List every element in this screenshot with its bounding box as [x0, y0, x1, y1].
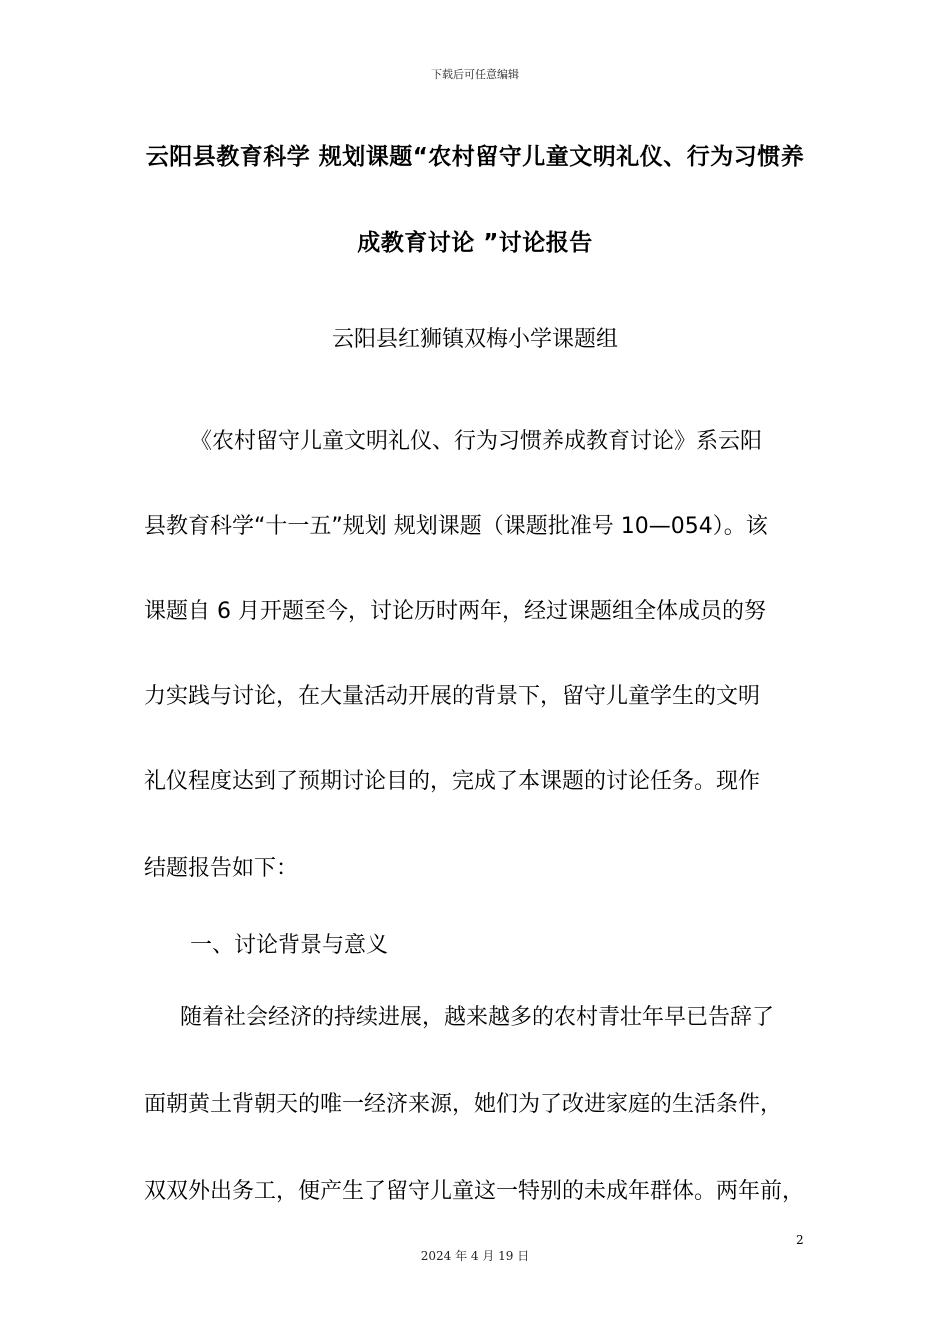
- paragraph-line: 县教育科学“十一五”规划 规划课题（课题批准号 10—054）。该: [144, 514, 768, 539]
- paragraph-line: 礼仪程度达到了预期讨论目的，完成了本课题的讨论任务。现作: [144, 769, 761, 794]
- paragraph-line: 力实践与讨论，在大量活动开展的背景下，留守儿童学生的文明: [144, 684, 761, 709]
- paragraph-line: 双双外出务工，便产生了留守儿童这一特别的未成年群体。两年前，: [144, 1179, 805, 1204]
- paragraph-line: 《农村留守儿童文明礼仪、行为习惯养成教育讨论》系云阳: [190, 429, 763, 454]
- title-line-2: 成教育讨论 ”讨论报告: [357, 230, 593, 256]
- author-subtitle: 云阳县红狮镇双梅小学课题组: [331, 327, 618, 352]
- page-number: 2: [796, 1233, 804, 1247]
- section-heading: 一、讨论背景与意义: [190, 933, 389, 958]
- paragraph-line: 课题自 6 月开题至今，讨论历时两年，经过课题组全体成员的努: [144, 599, 766, 624]
- title-line-1: 云阳县教育科学 规划课题“农村留守儿童文明礼仪、行为习惯养: [145, 144, 805, 170]
- header-note: 下载后可任意编辑: [431, 68, 519, 81]
- paragraph-line: 面朝黄土背朝天的唯一经济来源，她们为了改进家庭的生活条件，: [144, 1092, 783, 1117]
- paragraph-line: 结题报告如下：: [144, 856, 299, 881]
- paragraph-line: 随着社会经济的持续进展，越来越多的农村青壮年早已告辞了: [180, 1005, 775, 1030]
- footer-date: 2024 年 4 月 19 日: [420, 1249, 530, 1263]
